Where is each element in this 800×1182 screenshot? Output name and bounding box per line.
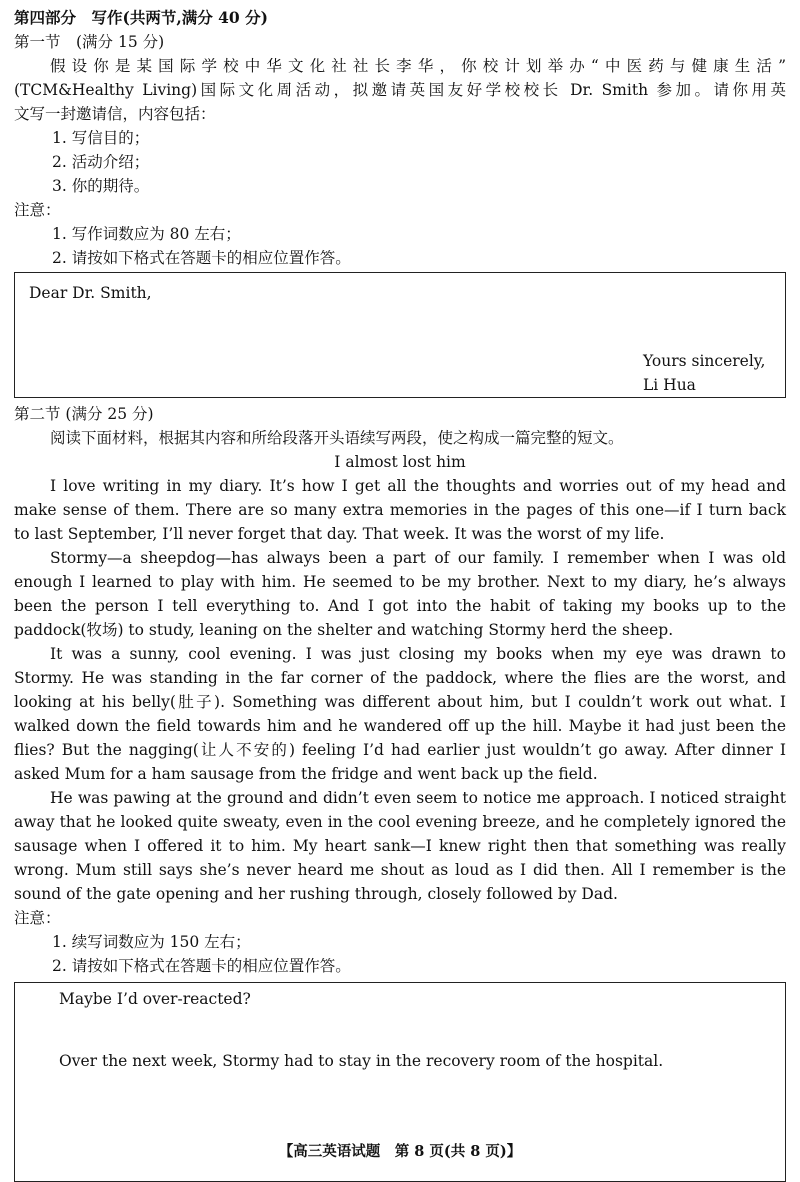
section2-note-1: 1. 续写词数应为 150 左右； (52, 933, 251, 951)
story-line: make sense of them. There are so many extra memories in the pages of this one—if I turn back (14, 501, 786, 519)
section1-prompt-line-3: 文写一封邀请信，内容包括： (14, 105, 216, 123)
story-line: flies? But the nagging(让人不安的) feeling I’d had earlier just wouldn’t go away. After dinner I (14, 741, 786, 759)
section1-note-label: 注意： (14, 201, 61, 219)
story-line: wrong. Mum still says she’s never heard me shout as loud as I did then. All I remember is the (14, 861, 786, 879)
section1-note-1: 1. 写作词数应为 80 左右； (52, 225, 241, 243)
story-line: away that he looked quite sweaty, even in the cool evening breeze, and he completely ignored the (14, 813, 786, 831)
story-paragraph-1 (14, 474, 786, 546)
content-point-2: 2. 活动介绍； (52, 153, 150, 171)
letter-signature: Li Hua (643, 376, 696, 394)
part-title: 第四部分 写作(共两节,满分 40 分) (14, 8, 268, 27)
section2-instruction: 阅读下面材料，根据其内容和所给段落开头语续写两段，使之构成一篇完整的短文。 (50, 429, 624, 447)
story-line: Stormy. He was standing in the far corner of the paddock, where the flies are the worst, and (14, 669, 786, 687)
exam-page (14, 6, 786, 1182)
content-point-1: 1. 写信目的； (52, 129, 150, 147)
story-line: He was pawing at the ground and didn’t even seem to notice me approach. I noticed straight (50, 789, 786, 807)
story-line: looking at his belly(肚子). Something was different about him, but I couldn’t work out what. I (14, 693, 786, 711)
section2-note-label: 注意： (14, 909, 61, 927)
section1-note-2: 2. 请按如下格式在答题卡的相应位置作答。 (52, 249, 351, 267)
page-footer: 【高三英语试题 第 8 页(共 8 页)】 (278, 1143, 522, 1160)
story-line: walked down the field towards him and he wandered off up the hill. Maybe it had just been the (14, 717, 786, 735)
story-line: sausage when I offered it to him. My heart sank—I knew right then that something was really (14, 837, 786, 855)
story-line: asked Mum for a ham sausage from the fridge and went back up the field. (14, 765, 598, 783)
story-title: I almost lost him (334, 453, 466, 471)
story-paragraph-4 (14, 786, 786, 906)
letter-signoff (643, 349, 765, 397)
story-line: sound of the gate opening and her rushing through, closely followed by Dad. (14, 885, 618, 903)
section2-title: 第二节 (满分 25 分) (14, 405, 154, 423)
story-line: enough I learned to play with him. He seemed to be my brother. Next to my diary, he’s always (14, 573, 786, 591)
story-line: paddock(牧场) to study, leaning on the shelter and watching Stormy herd the sheep. (14, 621, 674, 639)
letter-greeting: Dear Dr. Smith, (29, 284, 152, 302)
story-paragraph-3 (14, 642, 786, 786)
story-line: It was a sunny, cool evening. I was just closing my books when my eye was drawn to (50, 645, 786, 663)
story-line: Stormy—a sheepdog—has always been a part of our family. I remember when I was old (50, 549, 786, 567)
content-point-3: 3. 你的期待。 (52, 177, 150, 195)
paragraph-start-2: Over the next week, Stormy had to stay in the recovery room of the hospital. (59, 1052, 664, 1070)
section1-prompt-line-2: (TCM&Healthy Living)国际文化周活动，拟邀请英国友好学校校长 Dr. Smith 参加。请你用英 (14, 81, 786, 99)
paragraph-start-1: Maybe I’d over-reacted? (59, 990, 251, 1008)
letter-closing: Yours sincerely, (643, 352, 766, 370)
story-line: to last September, I’ll never forget that day. That week. It was the worst of my life. (14, 525, 665, 543)
story-line: I love writing in my diary. It’s how I get all the thoughts and worries out of my head and (50, 477, 786, 495)
story-line: been the person I tell everything to. And I got into the habit of taking my books up to the (14, 597, 786, 615)
letter-answer-box (14, 272, 786, 398)
section1-prompt-line-1: 假设你是某国际学校中华文化社社长李华，你校计划举办“中医药与健康生活” (50, 57, 786, 75)
section2-note-2: 2. 请按如下格式在答题卡的相应位置作答。 (52, 957, 351, 975)
section1-title: 第一节 (满分 15 分) (14, 33, 165, 51)
story-paragraph-2 (14, 546, 786, 642)
